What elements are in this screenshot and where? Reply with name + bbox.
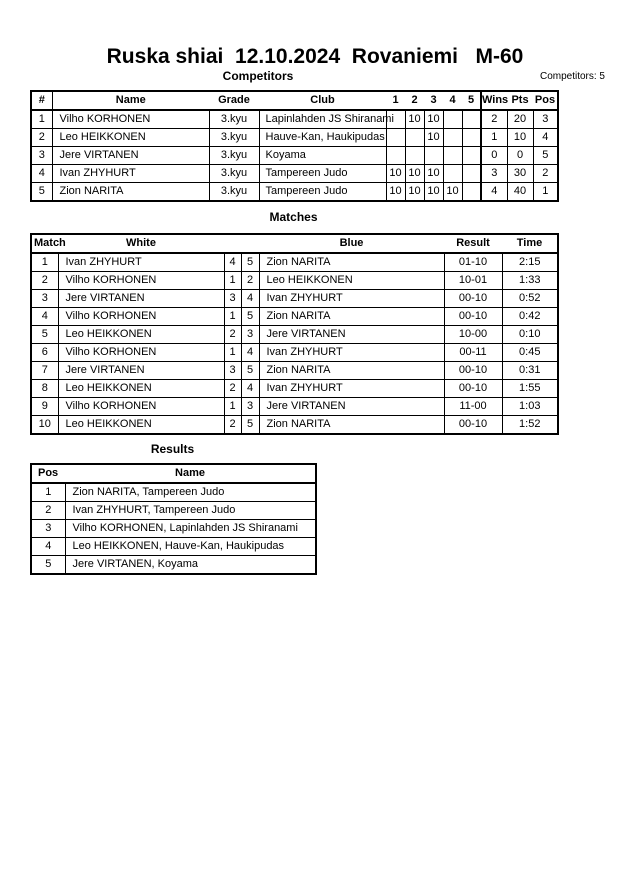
match-result-cell: 00-10 bbox=[444, 308, 502, 326]
competitor-grade-cell: 3.kyu bbox=[209, 110, 259, 129]
match-time-cell: 0:31 bbox=[502, 362, 558, 380]
match-blue-name-cell: Zion NARITA bbox=[259, 308, 444, 326]
competitors-header-name: Name bbox=[52, 91, 209, 110]
competitor-club-cell: Tampereen Judo bbox=[259, 183, 386, 202]
match-blue-num-cell: 5 bbox=[241, 362, 259, 380]
matches-header-result: Result bbox=[444, 234, 502, 253]
competitor-pos-cell: 4 bbox=[533, 129, 558, 147]
competitor-pos-cell: 2 bbox=[533, 165, 558, 183]
competitors-header-num: # bbox=[31, 91, 52, 110]
competitor-round-cell bbox=[462, 147, 481, 165]
match-white-name-cell: Jere VIRTANEN bbox=[58, 290, 224, 308]
competitor-num-cell: 4 bbox=[31, 165, 52, 183]
competitors-section-heading: Competitors bbox=[222, 69, 294, 83]
result-name-cell: Zion NARITA, Tampereen Judo bbox=[65, 483, 316, 502]
matches-header-row bbox=[31, 234, 558, 253]
competitor-grade-cell: 3.kyu bbox=[209, 165, 259, 183]
competitor-name-cell: Ivan ZHYHURT bbox=[52, 165, 209, 183]
match-blue-num-cell: 5 bbox=[241, 253, 259, 272]
competitor-wins-cell: 3 bbox=[481, 165, 507, 183]
competitor-grade-cell: 3.kyu bbox=[209, 147, 259, 165]
match-row bbox=[31, 416, 558, 435]
competitor-grade-cell: 3.kyu bbox=[209, 129, 259, 147]
match-blue-name-cell: Ivan ZHYHURT bbox=[259, 290, 444, 308]
result-name-cell: Leo HEIKKONEN, Hauve-Kan, Haukipudas bbox=[65, 538, 316, 556]
competitor-num-cell: 1 bbox=[31, 110, 52, 129]
matches-header-spacer-2 bbox=[241, 234, 259, 253]
matches-header-time: Time bbox=[502, 234, 558, 253]
results-header-row bbox=[31, 464, 316, 483]
result-pos-cell: 3 bbox=[31, 520, 65, 538]
match-result-cell: 00-10 bbox=[444, 380, 502, 398]
match-result-cell: 00-10 bbox=[444, 416, 502, 435]
competitors-header-grade: Grade bbox=[209, 91, 259, 110]
matches-header-match: Match bbox=[31, 234, 58, 253]
match-white-num-cell: 3 bbox=[224, 290, 241, 308]
matches-header-blue: Blue bbox=[259, 234, 444, 253]
competitor-row bbox=[31, 183, 558, 202]
results-table bbox=[30, 463, 317, 575]
match-row bbox=[31, 290, 558, 308]
match-time-cell: 1:52 bbox=[502, 416, 558, 435]
competitor-round-cell: 10 bbox=[386, 165, 405, 183]
competitor-club-cell: Tampereen Judo bbox=[259, 165, 386, 183]
match-time-cell: 0:10 bbox=[502, 326, 558, 344]
match-result-cell: 10-00 bbox=[444, 326, 502, 344]
match-white-num-cell: 3 bbox=[224, 362, 241, 380]
page-title: Ruska shiai 12.10.2024 Rovaniemi M-60 bbox=[106, 45, 524, 68]
results-header-name: Name bbox=[65, 464, 316, 483]
competitor-pts-cell: 20 bbox=[507, 110, 533, 129]
match-number-cell: 10 bbox=[31, 416, 58, 435]
match-white-name-cell: Vilho KORHONEN bbox=[58, 398, 224, 416]
competitor-round-cell bbox=[443, 165, 462, 183]
competitor-round-cell bbox=[443, 129, 462, 147]
match-result-cell: 00-10 bbox=[444, 290, 502, 308]
match-white-name-cell: Vilho KORHONEN bbox=[58, 308, 224, 326]
match-blue-num-cell: 3 bbox=[241, 326, 259, 344]
result-row bbox=[31, 538, 316, 556]
match-blue-num-cell: 4 bbox=[241, 380, 259, 398]
match-white-num-cell: 1 bbox=[224, 344, 241, 362]
match-time-cell: 2:15 bbox=[502, 253, 558, 272]
competitor-wins-cell: 0 bbox=[481, 147, 507, 165]
match-white-num-cell: 1 bbox=[224, 398, 241, 416]
competitor-round-cell: 10 bbox=[424, 165, 443, 183]
competitors-header-round-1: 1 bbox=[386, 91, 405, 110]
match-white-name-cell: Leo HEIKKONEN bbox=[58, 380, 224, 398]
match-number-cell: 2 bbox=[31, 272, 58, 290]
match-row bbox=[31, 308, 558, 326]
result-row bbox=[31, 502, 316, 520]
match-white-name-cell: Leo HEIKKONEN bbox=[58, 326, 224, 344]
match-white-num-cell: 1 bbox=[224, 272, 241, 290]
match-result-cell: 10-01 bbox=[444, 272, 502, 290]
result-pos-cell: 4 bbox=[31, 538, 65, 556]
match-blue-name-cell: Ivan ZHYHURT bbox=[259, 344, 444, 362]
result-row bbox=[31, 483, 316, 502]
competitor-row bbox=[31, 110, 558, 129]
competitor-num-cell: 3 bbox=[31, 147, 52, 165]
matches-header-white: White bbox=[58, 234, 224, 253]
match-time-cell: 1:03 bbox=[502, 398, 558, 416]
match-time-cell: 0:45 bbox=[502, 344, 558, 362]
match-white-num-cell: 2 bbox=[224, 326, 241, 344]
match-row bbox=[31, 253, 558, 272]
competitor-round-cell: 10 bbox=[424, 110, 443, 129]
competitor-row bbox=[31, 129, 558, 147]
competitor-round-cell bbox=[462, 165, 481, 183]
match-number-cell: 4 bbox=[31, 308, 58, 326]
competitor-round-cell bbox=[443, 110, 462, 129]
match-time-cell: 0:52 bbox=[502, 290, 558, 308]
match-row bbox=[31, 326, 558, 344]
competitor-round-cell bbox=[443, 147, 462, 165]
competitors-table bbox=[30, 90, 559, 202]
competitor-round-cell bbox=[462, 183, 481, 202]
competitor-round-cell bbox=[386, 147, 405, 165]
match-number-cell: 6 bbox=[31, 344, 58, 362]
match-white-num-cell: 2 bbox=[224, 416, 241, 435]
match-white-num-cell: 2 bbox=[224, 380, 241, 398]
match-blue-name-cell: Zion NARITA bbox=[259, 362, 444, 380]
result-row bbox=[31, 520, 316, 538]
competitor-pts-cell: 30 bbox=[507, 165, 533, 183]
match-number-cell: 8 bbox=[31, 380, 58, 398]
competitors-header-club: Club bbox=[259, 91, 386, 110]
match-white-num-cell: 1 bbox=[224, 308, 241, 326]
competitor-num-cell: 5 bbox=[31, 183, 52, 202]
match-white-name-cell: Jere VIRTANEN bbox=[58, 362, 224, 380]
match-blue-num-cell: 3 bbox=[241, 398, 259, 416]
competitor-pos-cell: 1 bbox=[533, 183, 558, 202]
match-blue-name-cell: Zion NARITA bbox=[259, 253, 444, 272]
result-row bbox=[31, 556, 316, 575]
competitors-header-row bbox=[31, 91, 558, 110]
match-row bbox=[31, 398, 558, 416]
match-blue-name-cell: Zion NARITA bbox=[259, 416, 444, 435]
competitor-round-cell: 10 bbox=[405, 165, 424, 183]
match-row bbox=[31, 362, 558, 380]
competitor-round-cell: 10 bbox=[424, 129, 443, 147]
competitor-pos-cell: 5 bbox=[533, 147, 558, 165]
competitors-header-pos: Pos bbox=[533, 91, 558, 110]
competitor-name-cell: Jere VIRTANEN bbox=[52, 147, 209, 165]
result-pos-cell: 1 bbox=[31, 483, 65, 502]
competitor-round-cell: 10 bbox=[443, 183, 462, 202]
competitors-header-round-5: 5 bbox=[462, 91, 481, 110]
competitor-wins-cell: 1 bbox=[481, 129, 507, 147]
competitors-count: Competitors: 5 bbox=[539, 71, 605, 82]
match-blue-name-cell: Jere VIRTANEN bbox=[259, 326, 444, 344]
competitor-round-cell: 10 bbox=[405, 110, 424, 129]
result-name-cell: Ivan ZHYHURT, Tampereen Judo bbox=[65, 502, 316, 520]
competitor-name-cell: Vilho KORHONEN bbox=[52, 110, 209, 129]
match-result-cell: 01-10 bbox=[444, 253, 502, 272]
match-result-cell: 00-11 bbox=[444, 344, 502, 362]
match-blue-num-cell: 4 bbox=[241, 290, 259, 308]
competitor-club-cell: Hauve-Kan, Haukipudas bbox=[259, 129, 386, 147]
competitor-pts-cell: 0 bbox=[507, 147, 533, 165]
competitor-name-cell: Leo HEIKKONEN bbox=[52, 129, 209, 147]
competitor-pos-cell: 3 bbox=[533, 110, 558, 129]
competitor-round-cell: 10 bbox=[405, 183, 424, 202]
results-header-pos: Pos bbox=[31, 464, 65, 483]
competitor-grade-cell: 3.kyu bbox=[209, 183, 259, 202]
competitors-header-round-3: 3 bbox=[424, 91, 443, 110]
competitor-pts-cell: 10 bbox=[507, 129, 533, 147]
result-pos-cell: 5 bbox=[31, 556, 65, 575]
match-blue-num-cell: 5 bbox=[241, 308, 259, 326]
match-blue-num-cell: 5 bbox=[241, 416, 259, 435]
match-result-cell: 11-00 bbox=[444, 398, 502, 416]
competitor-num-cell: 2 bbox=[31, 129, 52, 147]
match-blue-num-cell: 4 bbox=[241, 344, 259, 362]
match-white-num-cell: 4 bbox=[224, 253, 241, 272]
results-section-heading: Results bbox=[150, 442, 195, 456]
match-blue-name-cell: Jere VIRTANEN bbox=[259, 398, 444, 416]
competitor-row bbox=[31, 165, 558, 183]
competitor-club-cell: Lapinlahden JS Shiranami bbox=[259, 110, 386, 129]
match-white-name-cell: Vilho KORHONEN bbox=[58, 272, 224, 290]
competitor-pts-cell: 40 bbox=[507, 183, 533, 202]
competitors-header-round-4: 4 bbox=[443, 91, 462, 110]
matches-section-heading: Matches bbox=[269, 210, 318, 224]
match-row bbox=[31, 344, 558, 362]
match-white-name-cell: Vilho KORHONEN bbox=[58, 344, 224, 362]
match-blue-num-cell: 2 bbox=[241, 272, 259, 290]
competitor-row bbox=[31, 147, 558, 165]
competitor-round-cell bbox=[462, 110, 481, 129]
competitor-round-cell: 10 bbox=[424, 183, 443, 202]
match-number-cell: 5 bbox=[31, 326, 58, 344]
match-row bbox=[31, 272, 558, 290]
competitors-header-pts: Pts bbox=[507, 91, 533, 110]
competitors-header-wins: Wins bbox=[481, 91, 507, 110]
match-number-cell: 3 bbox=[31, 290, 58, 308]
competitor-wins-cell: 4 bbox=[481, 183, 507, 202]
match-result-cell: 00-10 bbox=[444, 362, 502, 380]
result-pos-cell: 2 bbox=[31, 502, 65, 520]
competitor-round-cell bbox=[405, 147, 424, 165]
match-white-name-cell: Ivan ZHYHURT bbox=[58, 253, 224, 272]
match-number-cell: 7 bbox=[31, 362, 58, 380]
match-number-cell: 9 bbox=[31, 398, 58, 416]
match-time-cell: 1:55 bbox=[502, 380, 558, 398]
competitor-round-cell bbox=[462, 129, 481, 147]
competitor-round-cell bbox=[424, 147, 443, 165]
competitor-club-cell: Koyama bbox=[259, 147, 386, 165]
result-name-cell: Jere VIRTANEN, Koyama bbox=[65, 556, 316, 575]
matches-table bbox=[30, 233, 559, 435]
matches-header-spacer-1 bbox=[224, 234, 241, 253]
competitor-round-cell: 10 bbox=[386, 183, 405, 202]
competitor-wins-cell: 2 bbox=[481, 110, 507, 129]
competitor-round-cell bbox=[405, 129, 424, 147]
competitors-header-round-2: 2 bbox=[405, 91, 424, 110]
match-number-cell: 1 bbox=[31, 253, 58, 272]
match-row bbox=[31, 380, 558, 398]
match-white-name-cell: Leo HEIKKONEN bbox=[58, 416, 224, 435]
match-blue-name-cell: Ivan ZHYHURT bbox=[259, 380, 444, 398]
match-time-cell: 1:33 bbox=[502, 272, 558, 290]
competitor-round-cell bbox=[386, 129, 405, 147]
result-name-cell: Vilho KORHONEN, Lapinlahden JS Shiranami bbox=[65, 520, 316, 538]
competitor-name-cell: Zion NARITA bbox=[52, 183, 209, 202]
match-time-cell: 0:42 bbox=[502, 308, 558, 326]
match-blue-name-cell: Leo HEIKKONEN bbox=[259, 272, 444, 290]
